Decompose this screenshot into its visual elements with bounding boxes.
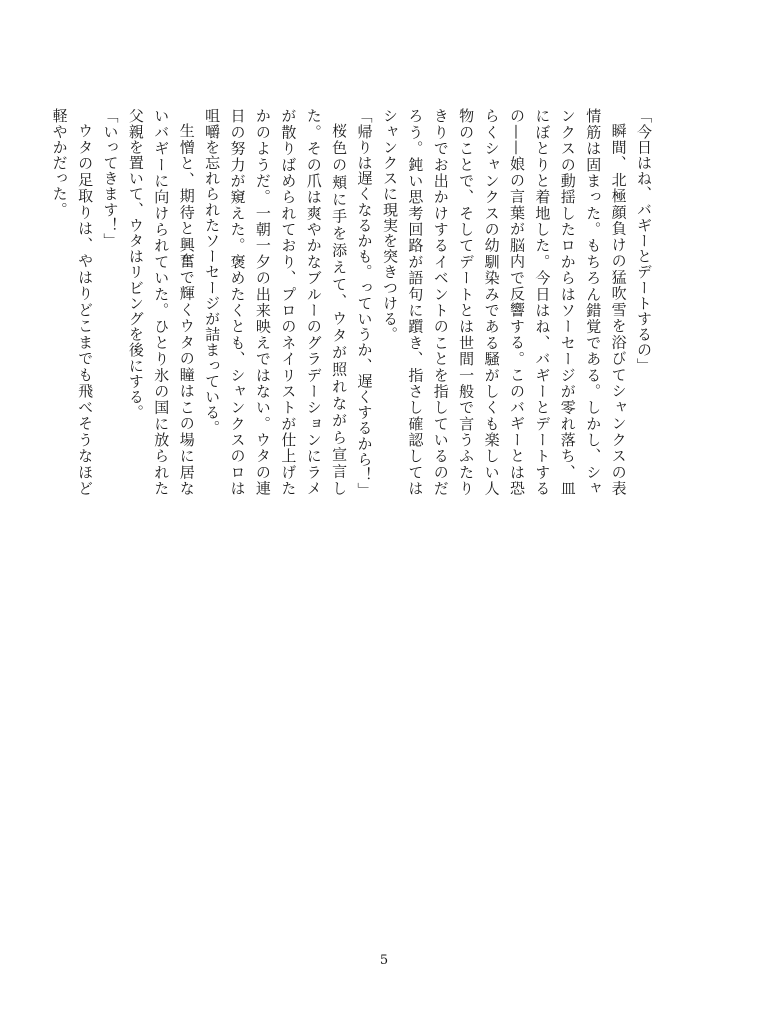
paragraph-dialogue-1: 「今日はね、バギーとデートするの」 [635,108,653,374]
paragraph-narration-1: 瞬間、北極顔負けの猛吹雪を浴びてシャンクスの表情筋は固まった。もちろん錯覚である。しかし、シャンクスの動揺したロからはソーセージが零れ落ち、皿にぼとりと着地した。今日はね、バギーとデートするの——娘の言葉が脳内で反響する。このバギーとは恐らくシャンクスの幼馴染みである騒がしくも楽しい人物のことで、そしてデートとは世間一般で言うふたりきりでお出かけするイベントのことを指しているのだろう。鈍い思考回路が語句に躓き、指さし確認してはシャンクスに現実を突きつける。 [380,108,628,496]
paragraph-dialogue-2: 「帰りは遅くなるかも。っていうか、遅くするから！」 [355,108,374,498]
paragraph-dialogue-3: 「いってきます！」 [101,108,120,249]
paragraph-narration-2: 桜色の頬に手を添えて、ウタが照れながら宣言した。その爪は爽やかなブルーのグラデーションにラメが散りばめられており、プロのネイリストが仕上げたかのようだ。一朝一夕の出来映えではない。ウタの連日の努力が窺えた。褒めたくとも、シャンクスのロは咀嚼を忘れられたソーセージが詰まっている。 [203,108,349,496]
paragraph-narration-3: 生憎と、期待と興奮で輝くウタの瞳はこの場に居ないバギーに向けられていた。ひとり氷の国に放られた父親を置いて、ウタはリビングを後にする。 [126,108,196,496]
paragraph-narration-4: ウタの足取りは、やはりどこまでも飛べそうなほど軽やかだった。 [50,108,95,496]
page-number: 5 [379,953,389,968]
vertical-text-body [50,108,656,498]
